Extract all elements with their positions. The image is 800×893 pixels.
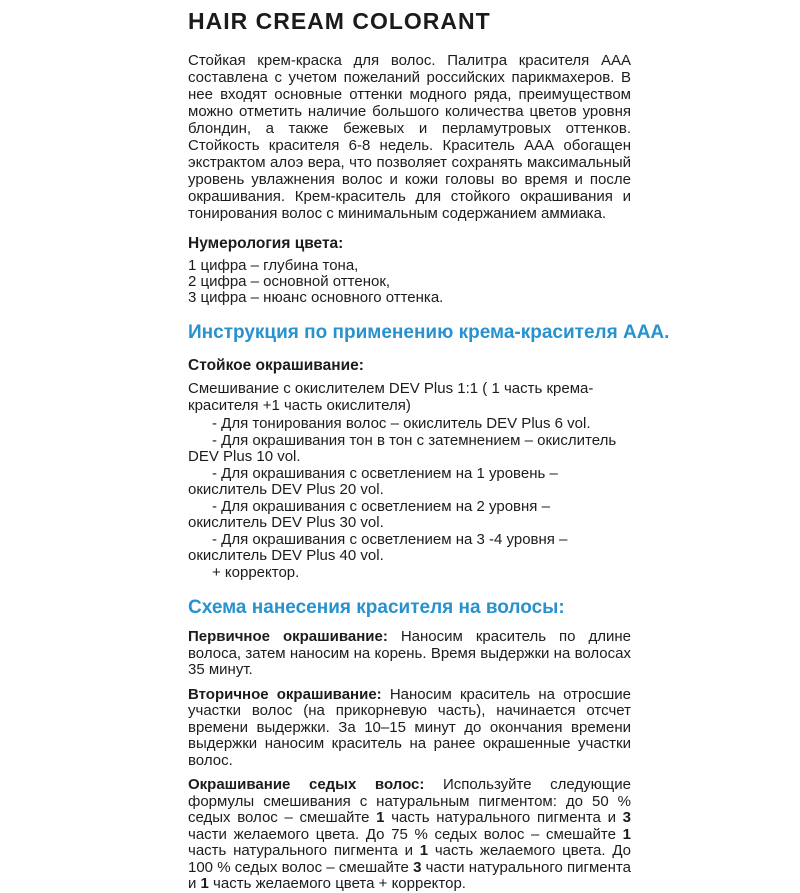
secondary-coloring-paragraph [188, 687, 631, 770]
instructions-heading: Инструкция по применению крема-красителя ААА. [188, 322, 670, 343]
numerology-list [188, 258, 631, 306]
gray-hair-ratio-number: 1 [200, 875, 209, 892]
gray-hair-text-segment: часть желаемого цвета. До 100 % седых волос – смешайте [188, 842, 631, 876]
secondary-coloring-text: Наносим краситель на отросшие участки волос (на прикорневую часть), начинается отсчет времени выдержки. За 10–15 минут до окончания времени выдержки наносим краситель на ранее окрашенные участки волос. [188, 685, 631, 769]
secondary-coloring-label: Вторичное окрашивание: [188, 685, 382, 703]
gray-hair-ratio-number: 3 [413, 858, 422, 876]
gray-hair-text-segment: часть натурального пигмента и [188, 842, 420, 859]
primary-coloring-text: Наносим краситель по длине волоса, затем наносим на корень. Время выдержки на волосах 35 минут. [188, 628, 631, 678]
mixing-paragraph: Смешивание с окислителем DEV Plus 1:1 ( 1 часть крема-красителя +1 часть окислителя) [188, 380, 594, 414]
numerology-item-2: 2 цифра – основной оттенок, [188, 273, 391, 290]
intro-paragraph: Стойкая крем-краска для волос. Палитра красителя ААА составлена с учетом пожеланий российских парикмахеров. В нее входят основные оттенки модного ряда, преимуществом можно отметить наличие большого количества цветов уровня блондин, а также бежевых и перламутровых оттенков. Стойкость красителя 6-8 недель. Краситель ААА обогащен экстрактом алоэ вера, что позволяет сохранять максимальный уровень увлажнения волос и кожи головы во время и после окрашивания. Крем-краситель для стойкого окрашивания и тонирования волос с минимальным содержанием аммиака. [188, 52, 631, 222]
gray-hair-text-segment: части натурального пигмента и [188, 858, 631, 892]
gray-hair-text-segment: части желаемого цвета. До 75 % седых волос – смешайте [188, 825, 623, 843]
numerology-item-1: 1 цифра – глубина тона, [188, 257, 359, 274]
gray-hair-ratio-number: 1 [622, 825, 631, 843]
oxidizer-options-list [188, 416, 631, 581]
gray-hair-text-segment: часть натурального пигмента и [384, 809, 623, 826]
gray-hair-ratio-number: 3 [622, 809, 631, 826]
oxidizer-option-tone-on-tone: - Для окрашивания тон в тон с затемнением – окислитель DEV Plus 10 vol. [188, 431, 617, 465]
oxidizer-option-lift-2: - Для окрашивания с осветлением на 2 уровня – окислитель DEV Plus 30 vol. [188, 497, 550, 531]
oxidizer-option-lift-3-4: - Для окрашивания с осветлением на 3 -4 уровня – окислитель DEV Plus 40 vol. [188, 530, 568, 564]
gray-hair-text-segment: часть желаемого цвета + корректор. [208, 875, 466, 892]
gray-hair-coloring-label: Окрашивание седых волос: [188, 776, 425, 793]
gray-hair-text-segment: Используйте следующие формулы смешивания с натуральным пигментом: до 50 % седых волос – смешайте [188, 776, 631, 826]
document-content [188, 8, 670, 893]
primary-coloring-paragraph [188, 629, 631, 679]
oxidizer-option-lift-1: - Для окрашивания с осветлением на 1 уровень – окислитель DEV Plus 20 vol. [188, 464, 558, 498]
primary-coloring-label: Первичное окрашивание: [188, 628, 388, 645]
durable-coloring-subheading: Стойкое окрашивание: [188, 357, 364, 374]
gray-hair-ratio-number: 1 [419, 842, 429, 859]
numerology-item-3: 3 цифра – нюанс основного оттенка. [188, 289, 444, 306]
gray-hair-coloring-paragraph [188, 777, 631, 893]
gray-hair-ratio-number: 1 [376, 809, 385, 826]
numerology-heading: Нумерология цвета: [188, 235, 344, 252]
page-title: HAIR CREAM COLORANT [188, 8, 491, 34]
scheme-heading: Схема нанесения красителя на волосы: [188, 597, 565, 618]
corrector-note: + корректор. [212, 563, 300, 581]
oxidizer-option-toning: - Для тонирования волос – окислитель DEV Plus 6 vol. [212, 415, 591, 432]
